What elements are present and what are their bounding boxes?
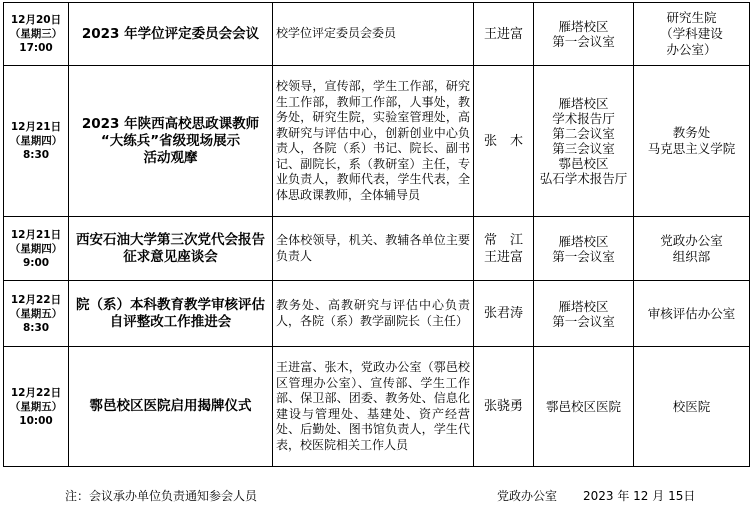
meeting-date: 12月21日 (10, 121, 62, 133)
meeting-date: 12月22日 (10, 386, 62, 399)
location-line: 雁塔校区 (558, 233, 609, 249)
organizer-line: 教务处 (672, 125, 711, 140)
meeting-weekday: （星期五） (9, 400, 63, 413)
location-line: 第三会议室 (552, 141, 615, 156)
meeting-title (69, 347, 273, 467)
location-line: 雁塔校区 (558, 298, 609, 314)
footer-note: 注：会议承办单位负责通知参会人员 (65, 489, 258, 503)
location-cell (534, 347, 634, 467)
meeting-date: 12月22日 (10, 293, 62, 306)
location-cell (534, 281, 634, 347)
meeting-time: 9:00 (22, 256, 50, 269)
organizer-line: 党政办公室 (660, 232, 723, 248)
organizer-line: 办公室） (666, 42, 717, 57)
meeting-title-line: 院（系）本科教育教学审核评估 (76, 296, 265, 313)
organizer-cell (634, 347, 750, 467)
date-cell (4, 347, 69, 467)
host-name: 张君涛 (483, 306, 523, 321)
location-line: 第一会议室 (552, 34, 615, 49)
meeting-weekday: （星期三） (9, 28, 63, 40)
attendees-cell: 校学位评定委员会委员 (273, 3, 474, 66)
host-cell (474, 3, 534, 66)
location-line: 雁塔校区 (558, 19, 609, 34)
location-line: 雁塔校区 (558, 96, 609, 111)
meeting-time: 10:00 (19, 414, 53, 427)
host-cell (474, 281, 534, 347)
schedule-row (4, 281, 750, 347)
schedule-table (3, 2, 750, 467)
organizer-line: 马克思主义学院 (647, 141, 736, 156)
footer-office: 党政办公室 (497, 489, 558, 503)
location-line: 第二会议室 (552, 126, 615, 141)
meeting-title (69, 217, 273, 281)
location-cell (534, 66, 634, 217)
organizer-cell (634, 66, 750, 217)
location-line: 学术报告厅 (552, 111, 615, 126)
meeting-weekday: （星期四） (9, 242, 63, 255)
organizer-line: 研究生院 (666, 10, 717, 25)
location-line: 鄠邑校区医院 (545, 399, 621, 414)
meeting-title-line: 自评整改工作推进会 (109, 313, 232, 330)
date-cell (4, 66, 69, 217)
meeting-time: 17:00 (19, 42, 53, 54)
location-cell (534, 3, 634, 66)
location-line: 第一会议室 (552, 313, 615, 329)
meeting-title-line: “大练兵”省级现场展示 (100, 132, 241, 149)
meeting-title-line: 西安石油大学第三次党代会报告 (76, 231, 265, 248)
schedule-row (4, 217, 750, 281)
meeting-date: 12月21日 (10, 228, 62, 241)
host-cell (474, 66, 534, 217)
location-cell (534, 217, 634, 281)
host-name: 王进富 (483, 249, 523, 265)
location-line: 弘石学术报告厅 (539, 171, 628, 186)
organizer-cell (634, 217, 750, 281)
attendees-cell: 王进富、张木，党政办公室（鄠邑校区管理办公室）、宣传部、学生工作部、保卫部、团委、教务处、信息化建设与管理处、基建处、资产经营处、后勤处、图书馆负责人，学生代表，校医院相关工作人员 (273, 347, 474, 467)
organizer-line: 校医院 (672, 398, 711, 414)
meeting-title (69, 66, 273, 217)
footer-date: 2023 年 12 月 15日 (583, 489, 696, 503)
meeting-title-line: 2023 年学位评定委员会会议 (81, 25, 260, 42)
date-cell (4, 281, 69, 347)
meeting-title (69, 281, 273, 347)
host-cell (474, 347, 534, 467)
date-cell (4, 217, 69, 281)
meeting-title-line: 鄠邑校区医院启用揭牌仪式 (89, 398, 252, 414)
organizer-line: 组织部 (672, 248, 711, 264)
location-line: 鄠邑校区 (558, 156, 609, 171)
footer (0, 487, 754, 505)
organizer-cell (634, 3, 750, 66)
schedule-row (4, 3, 750, 66)
attendees-cell: 全体校领导，机关、教辅各单位主要负责人 (273, 217, 474, 281)
host-name: 张 木 (483, 133, 523, 149)
attendees-cell: 教务处、高教研究与评估中心负责人，各院（系）教学副院长（主任） (273, 281, 474, 347)
host-cell (474, 217, 534, 281)
meeting-time: 8:30 (22, 149, 50, 161)
attendees-cell: 校领导，宣传部，学生工作部，研究生工作部，教师工作部，人事处，教务处，研究生院，实验室管理处，高教研究与评估中心，创新创业中心负责人，各院（系）书记、院长、副书记、副院长，系（教研室）主任，专业负责人，教师代表，学生代表，全体思政课教师，全体辅导员 (273, 66, 474, 217)
host-name: 张骁勇 (483, 399, 523, 414)
schedule-row (4, 347, 750, 467)
organizer-line: 审核评估办公室 (647, 305, 736, 321)
meeting-title-line: 活动观摩 (143, 149, 198, 166)
host-name: 常 江 (483, 232, 523, 248)
organizer-cell (634, 281, 750, 347)
host-name: 王进富 (483, 26, 523, 42)
meeting-title-line: 征求意见座谈会 (123, 248, 218, 265)
meeting-weekday: （星期五） (9, 307, 63, 320)
meeting-title (69, 3, 273, 66)
meeting-time: 8:30 (22, 321, 50, 334)
organizer-line: （学科建设 (660, 26, 723, 41)
meeting-date: 12月20日 (10, 14, 62, 26)
meeting-weekday: （星期四） (9, 135, 63, 147)
meeting-title-line: 2023 年陕西高校思政课教师 (81, 115, 260, 132)
date-cell (4, 3, 69, 66)
location-line: 第一会议室 (552, 248, 615, 264)
schedule-row (4, 66, 750, 217)
